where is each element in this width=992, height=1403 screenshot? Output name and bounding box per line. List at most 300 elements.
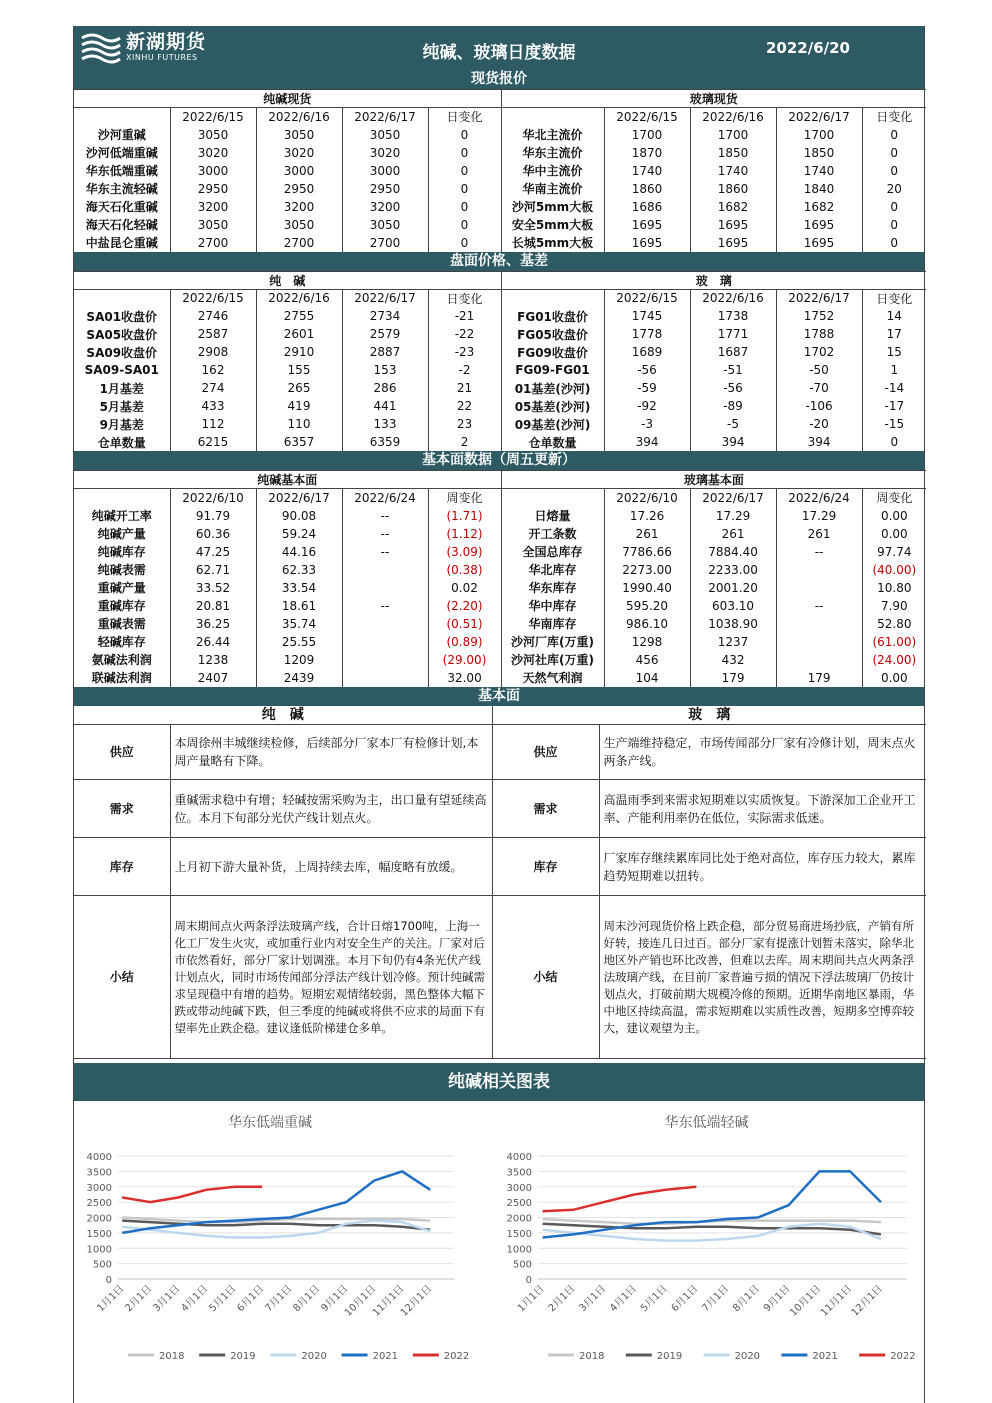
fut-soda-cell: -2 [428,361,501,379]
fund-glass-summary: 周末沙河现货价格上跌企稳，部分贸易商进场抄底，产销有所好转，接连几日过百。部分厂家有提涨计划暂未落实，除华北地区外产销也环比改善，但难以去库。周末期间共点火两条浮法玻璃产线，在目前厂家普遍亏损的情况下浮法玻璃厂仍按计划点火，打破前期大规模冷修的预期。近期华南地区暴雨，华中地区持续高温，需求短期难以实质性改善，短期多空博弈较大，建议观望为主。 [599,896,926,1059]
spot-soda-cell: 2700 [256,234,342,252]
week-header-blank [74,489,170,507]
spot-soda-cell: 3000 [256,162,342,180]
fund-glass-key-supply: 供应 [492,725,599,780]
fund-soda-summary: 周末期间点火两条浮法玻璃产线，合计日熔1700吨，上海一化工厂发生火灾，或加重行业内对安全生产的关注。厂家对后市依然看好，部分厂家计划调涨。本月下旬仍有4条光伏产线计划点火，同时市场传闻部分浮法产线计划冷修。预计纯碱需求呈现稳中有增的趋势。短期宏观情绪较弱，黑色整体大幅下跌或带动纯碱下跌，但三季度的纯碱或将供不应求的局面下有望率先止跌企稳。建议逢低阶梯建仓多单。 [170,896,492,1059]
fund-soda-inventory: 上月初下游大量补货，上周持续去库，幅度略有放缓。 [170,838,492,896]
week-col-header: 2022/6/10 [604,489,690,507]
fut-soda-cell: 274 [170,379,256,397]
fut-soda-cell: 23 [428,415,501,433]
fund-key-inventory: 库存 [74,838,170,896]
week-glass-cell [776,651,862,669]
spot-glass-row-label: 安全5mm大板 [501,216,604,234]
week-soda-cell: (0.89) [428,633,501,651]
y-tick-label: 4000 [506,1152,532,1163]
fut-soda-cell: 112 [170,415,256,433]
fut-soda-cell: 155 [256,361,342,379]
week-col-header: 2022/6/24 [342,489,428,507]
y-tick-label: 3500 [506,1167,532,1179]
spot-soda-title: 纯碱现货 [74,90,501,108]
fut-soda-cell: 110 [256,415,342,433]
fut-glass-row-label: 01基差(沙河) [501,379,604,397]
fut-col-header: 2022/6/16 [690,289,776,307]
fut-glass-cell: -59 [604,379,690,397]
spot-glass-cell: 1686 [604,198,690,216]
week-soda-cell: 47.25 [170,543,256,561]
spot-soda-cell: 3020 [256,144,342,162]
legend-label: 2021 [812,1351,838,1362]
fut-glass-cell: 394 [776,433,862,451]
spot-col-header: 日变化 [428,108,501,126]
fund-glass-title: 玻 璃 [492,706,926,725]
week-glass-cell: 52.80 [862,615,926,633]
logo-english: XINHU FUTURES [126,52,198,62]
fut-soda-cell: 2587 [170,325,256,343]
spot-glass-cell: 0 [862,162,926,180]
week-soda-row-label: 重碱表需 [97,617,146,631]
spot-col-header: 2022/6/17 [776,108,862,126]
fut-glass-row-label: 仓单数量 [501,433,604,451]
y-tick-label: 0 [105,1275,112,1286]
y-tick-label: 3500 [86,1167,112,1179]
week-soda-cell [342,651,428,669]
fut-glass-row-label: FG09收盘价 [501,343,604,361]
week-glass-cell: 7884.40 [690,543,776,561]
week-soda-row-label: 联碱法利润 [91,671,152,685]
spot-soda-cell: 3200 [170,198,256,216]
week-soda-cell: 33.52 [170,579,256,597]
fut-soda-row-label: 5月基差 [99,399,144,414]
week-soda-cell: 62.33 [256,561,342,579]
y-tick-label: 2500 [506,1198,532,1210]
fut-glass-row-label: FG09-FG01 [501,361,604,379]
fund-glass-demand: 高温雨季到来需求短期难以实质恢复。下游深加工企业开工率、产能利用率仍在低位，实际需求低迷。 [599,780,926,838]
chart-light-soda-svg [494,1101,919,1397]
week-glass-cell: 179 [690,669,776,687]
spot-soda-cell: 3020 [342,144,428,162]
fut-soda-cell: 2579 [342,325,428,343]
spot-soda-cell: 3000 [342,162,428,180]
week-soda-cell: 33.54 [256,579,342,597]
spot-glass-cell: 1682 [690,198,776,216]
x-tick-label: 1月1日 [95,1283,127,1315]
fut-glass-cell: 1687 [690,343,776,361]
week-col-header: 周变化 [862,489,926,507]
spot-glass-row-label: 沙河5mm大板 [501,198,604,216]
fund-soda-supply: 本周徐州丰城继续检修，后续部分厂家本厂有检修计划,本周产量略有下降。 [170,725,492,780]
week-glass-row-label: 沙河厂库(万重) [501,633,604,651]
fut-soda-row-label: 仓单数量 [97,435,146,450]
fund-soda-demand: 重碱需求稳中有增；轻碱按需采购为主，出口量有望延续高位。本月下旬部分光伏产线计划点火。 [170,780,492,838]
spot-soda-cell: 3050 [342,126,428,144]
week-soda-cell: 59.24 [256,525,342,543]
fut-soda-cell: 2910 [256,343,342,361]
spot-soda-row-label: 沙河重碱 [97,128,146,142]
section-band-fundamentals: 基本面 [74,687,924,706]
spot-glass-row-label: 华中主流价 [501,162,604,180]
spot-glass-cell: 1860 [690,180,776,198]
spot-col-header: 2022/6/15 [170,108,256,126]
x-tick-label: 10月1日 [342,1283,379,1319]
week-soda-cell: 1238 [170,651,256,669]
fut-soda-cell: 2 [428,433,501,451]
week-glass-row-label: 全国总库存 [501,543,604,561]
fund-soda-title: 纯 碱 [74,706,492,725]
spot-col-header: 2022/6/16 [690,108,776,126]
spot-glass-cell: 1695 [604,216,690,234]
fut-col-header: 2022/6/15 [604,289,690,307]
spot-soda-cell: 3020 [170,144,256,162]
fut-col-header: 2022/6/15 [170,289,256,307]
x-tick-label: 6月1日 [669,1283,701,1315]
fut-glass-cell: -70 [776,379,862,397]
week-soda-cell: 60.36 [170,525,256,543]
y-tick-label: 500 [92,1259,112,1271]
week-soda-cell [342,579,428,597]
fund-glass-key-inventory: 库存 [492,838,599,896]
week-soda-cell: 44.16 [256,543,342,561]
week-glass-cell: 17.26 [604,507,690,525]
week-header-blank [501,489,604,507]
week-glass-cell: 179 [776,669,862,687]
fut-glass-cell: -15 [862,415,926,433]
fund-key-demand: 需求 [74,780,170,838]
x-tick-label: 5月1日 [638,1283,670,1315]
week-glass-row-label: 华东库存 [501,579,604,597]
fut-soda-cell: 6359 [342,433,428,451]
fut-glass-cell: 1689 [604,343,690,361]
x-tick-label: 10月1日 [788,1283,824,1319]
week-glass-cell: 7786.66 [604,543,690,561]
week-glass-row-label: 天然气利润 [501,669,604,687]
fut-soda-cell: 286 [342,379,428,397]
fut-soda-cell: 419 [256,397,342,415]
legend-label: 2020 [734,1351,761,1362]
spot-col-header: 2022/6/16 [256,108,342,126]
legend-label: 2021 [372,1351,399,1362]
fut-soda-cell: 433 [170,397,256,415]
week-soda-row-label: 重碱库存 [97,599,146,613]
fut-soda-cell: 22 [428,397,501,415]
report-title: 纯碱、玻璃日度数据 [422,43,576,63]
spot-glass-cell: 1695 [604,234,690,252]
week-soda-cell: (0.51) [428,615,501,633]
week-glass-cell: 261 [776,525,862,543]
week-soda-cell [342,615,428,633]
legend-label: 2019 [230,1351,256,1362]
week-soda-cell: (1.12) [428,525,501,543]
week-soda-cell [342,561,428,579]
fut-soda-cell: 265 [256,379,342,397]
fut-col-header: 日变化 [428,289,501,307]
spot-glass-cell: 1695 [776,216,862,234]
week-glass-cell: 603.10 [690,597,776,615]
fundamentals-commentary-table [74,706,926,1060]
week-soda-cell: 36.25 [170,615,256,633]
x-tick-label: 9月1日 [319,1283,351,1315]
week-glass-cell: 1038.90 [690,615,776,633]
spot-soda-cell: 3050 [256,126,342,144]
week-glass-row-label: 日熔量 [501,507,604,525]
week-soda-cell [342,669,428,687]
week-glass-cell: 595.20 [604,597,690,615]
week-col-header: 2022/6/24 [776,489,862,507]
spot-soda-cell: 0 [428,126,501,144]
chart-heavy-soda-svg [74,1101,470,1397]
fut-soda-cell: 2734 [342,307,428,325]
fut-glass-row-label: 09基差(沙河) [501,415,604,433]
fut-glass-cell: -89 [690,397,776,415]
week-soda-row-label: 纯碱产量 [97,527,146,541]
week-glass-cell: 104 [604,669,690,687]
fut-glass-cell: -50 [776,361,862,379]
legend-label: 2018 [159,1351,185,1362]
week-soda-cell: (2.20) [428,597,501,615]
x-tick-label: 5月1日 [207,1283,239,1315]
fut-glass-cell: 1778 [604,325,690,343]
spot-glass-row-label: 华南主流价 [501,180,604,198]
spot-col-header: 2022/6/15 [604,108,690,126]
week-glass-cell: 0.00 [862,669,926,687]
spot-soda-cell: 2950 [170,180,256,198]
fut-soda-cell: -21 [428,307,501,325]
week-soda-cell: -- [342,507,428,525]
fut-header-blank [74,289,170,307]
week-glass-cell: 97.74 [862,543,926,561]
fut-glass-cell: -106 [776,397,862,415]
fut-soda-cell: 2755 [256,307,342,325]
x-tick-label: 4月1日 [608,1283,639,1315]
x-tick-label: 4月1日 [179,1283,211,1315]
x-tick-label: 3月1日 [151,1283,183,1315]
y-tick-label: 3000 [506,1182,532,1194]
week-glass-cell [776,561,862,579]
y-tick-label: 0 [525,1275,532,1286]
fut-glass-cell: 1745 [604,307,690,325]
spot-glass-cell: 0 [862,234,926,252]
week-glass-cell: 456 [604,651,690,669]
spot-glass-cell: 1850 [776,144,862,162]
y-tick-label: 2500 [86,1198,112,1210]
week-soda-cell: 91.79 [170,507,256,525]
fut-soda-cell: 21 [428,379,501,397]
fut-soda-row-label: SA09-SA01 [84,363,159,377]
spot-glass-cell: 0 [862,126,926,144]
fut-glass-row-label: FG05收盘价 [501,325,604,343]
fut-soda-title: 纯 碱 [74,271,501,289]
x-tick-label: 6月1日 [235,1283,267,1315]
fut-glass-cell: 1 [862,361,926,379]
fut-glass-cell: 17 [862,325,926,343]
fut-soda-cell: 2908 [170,343,256,361]
spot-soda-cell: 0 [428,198,501,216]
fut-glass-row-label: 05基差(沙河) [501,397,604,415]
fut-soda-cell: 2746 [170,307,256,325]
week-glass-cell: 10.80 [862,579,926,597]
y-tick-label: 1000 [506,1244,532,1256]
week-soda-row-label: 重碱产量 [97,581,146,595]
week-soda-cell: 20.81 [170,597,256,615]
week-col-header: 2022/6/10 [170,489,256,507]
week-soda-cell: (29.00) [428,651,501,669]
chart-title: 华东低端重碱 [228,1115,312,1131]
y-tick-label: 1000 [86,1244,112,1256]
week-soda-cell: 90.08 [256,507,342,525]
week-glass-cell: 2001.20 [690,579,776,597]
spot-glass-cell: 1700 [690,126,776,144]
week-glass-title: 玻璃基本面 [501,471,926,489]
spot-glass-cell: 1840 [776,180,862,198]
fut-glass-cell: -56 [604,361,690,379]
x-tick-label: 8月1日 [291,1283,323,1315]
x-tick-label: 2月1日 [546,1283,578,1315]
fund-key-summary: 小结 [74,896,170,1059]
week-soda-cell: (3.09) [428,543,501,561]
spot-glass-row-label: 长城5mm大板 [501,234,604,252]
fut-soda-cell: 6215 [170,433,256,451]
fut-glass-cell: 15 [862,343,926,361]
week-glass-cell: 2233.00 [690,561,776,579]
week-soda-cell: 26.44 [170,633,256,651]
week-soda-cell: -- [342,525,428,543]
fut-glass-cell: 1788 [776,325,862,343]
fut-soda-row-label: SA09收盘价 [86,345,158,360]
week-col-header: 周变化 [428,489,501,507]
spot-col-header: 日变化 [862,108,926,126]
fut-soda-cell: -22 [428,325,501,343]
legend-label: 2020 [301,1351,327,1362]
fut-soda-row-label: 9月基差 [99,417,144,432]
week-soda-row-label: 氨碱法利润 [91,653,152,667]
logo-name: 新湖期货 [126,30,207,53]
legend-label: 2022 [443,1351,470,1362]
week-soda-row-label: 纯碱开工率 [91,509,152,523]
x-tick-label: 12月1日 [398,1283,435,1319]
week-glass-cell: (24.00) [862,651,926,669]
fut-glass-cell: -56 [690,379,776,397]
week-glass-row-label: 华南库存 [501,615,604,633]
week-glass-cell: -- [776,597,862,615]
week-glass-cell: 0.00 [862,525,926,543]
week-glass-cell: 0.00 [862,507,926,525]
fut-soda-cell: 162 [170,361,256,379]
spot-soda-cell: 0 [428,180,501,198]
week-glass-cell: 261 [604,525,690,543]
fut-glass-cell: 14 [862,307,926,325]
week-glass-cell [776,579,862,597]
week-glass-cell: 1990.40 [604,579,690,597]
spot-soda-cell: 2700 [170,234,256,252]
spot-header-blank [501,108,604,126]
week-soda-row-label: 纯碱库存 [97,545,146,559]
week-soda-row-label: 轻碱库存 [97,635,146,649]
spot-header-blank [74,108,170,126]
fund-glass-inventory: 厂家库存继续累库同比处于绝对高位，库存压力较大，累库趋势短期难以扭转。 [599,838,926,896]
section-band-futures: 盘面价格、基差 [74,252,924,271]
fut-glass-cell: 0 [862,433,926,451]
week-soda-cell: 35.74 [256,615,342,633]
spot-glass-cell: 0 [862,216,926,234]
spot-col-header: 2022/6/17 [342,108,428,126]
legend-label: 2022 [890,1351,916,1362]
week-glass-cell: 1298 [604,633,690,651]
spot-soda-row-label: 海天石化轻碱 [85,218,158,232]
fut-col-header: 2022/6/17 [776,289,862,307]
spot-soda-cell: 3050 [342,216,428,234]
fut-glass-cell: 1752 [776,307,862,325]
spot-soda-row-label: 沙河低端重碱 [85,146,158,160]
spot-glass-cell: 1740 [604,162,690,180]
fut-glass-cell: -51 [690,361,776,379]
y-tick-label: 1500 [506,1228,532,1240]
x-tick-label: 11月1日 [818,1283,855,1319]
week-glass-cell: 17.29 [690,507,776,525]
spot-glass-cell: 1860 [604,180,690,198]
week-glass-cell: (61.00) [862,633,926,651]
week-glass-cell: 17.29 [776,507,862,525]
spot-soda-cell: 3200 [256,198,342,216]
weekly-fundamentals-table [74,470,926,687]
week-soda-cell: 62.71 [170,561,256,579]
week-soda-cell: 1209 [256,651,342,669]
spot-soda-cell: 0 [428,234,501,252]
week-soda-cell: 25.55 [256,633,342,651]
y-tick-label: 4000 [86,1152,112,1163]
y-tick-label: 500 [512,1259,532,1271]
spot-soda-cell: 0 [428,162,501,180]
week-soda-cell: 0.02 [428,579,501,597]
spot-soda-cell: 3200 [342,198,428,216]
spot-soda-row-label: 海天石化重碱 [85,200,158,214]
fut-soda-cell: 2601 [256,325,342,343]
week-soda-cell: (1.71) [428,507,501,525]
week-col-header: 2022/6/17 [256,489,342,507]
chart-light-soda [494,1101,919,1400]
week-glass-cell [776,615,862,633]
report-date: 2022/6/20 [765,39,850,57]
fut-glass-cell: 394 [690,433,776,451]
spot-glass-row-label: 华北主流价 [501,126,604,144]
fund-glass-supply: 生产端维持稳定，市场传闻部分厂家有冷修计划，周末点火两条产线。 [599,725,926,780]
x-tick-label: 7月1日 [263,1283,295,1315]
fut-glass-cell: 1738 [690,307,776,325]
spot-soda-cell: 0 [428,216,501,234]
spot-glass-cell: 1740 [690,162,776,180]
chart-heavy-soda [74,1101,470,1400]
fut-soda-cell: 6357 [256,433,342,451]
spot-glass-cell: 1870 [604,144,690,162]
week-glass-cell: 261 [690,525,776,543]
spot-glass-cell: 20 [862,180,926,198]
week-glass-cell: (40.00) [862,561,926,579]
spot-soda-row-label: 华东主流轻碱 [85,182,158,196]
y-tick-label: 2000 [506,1213,532,1225]
week-soda-cell: 2407 [170,669,256,687]
fut-glass-cell: -5 [690,415,776,433]
legend-label: 2018 [579,1351,605,1362]
spot-soda-row-label: 中盐昆仑重碱 [85,236,158,250]
spot-glass-cell: 0 [862,144,926,162]
fut-glass-cell: -14 [862,379,926,397]
x-tick-label: 11月1日 [370,1283,407,1319]
spot-glass-cell: 1695 [690,234,776,252]
spot-soda-cell: 2950 [342,180,428,198]
fut-col-header: 2022/6/17 [342,289,428,307]
spot-soda-cell: 0 [428,144,501,162]
series-line-2022 [543,1187,697,1212]
week-soda-cell: (0.38) [428,561,501,579]
x-tick-label: 2月1日 [123,1283,155,1315]
